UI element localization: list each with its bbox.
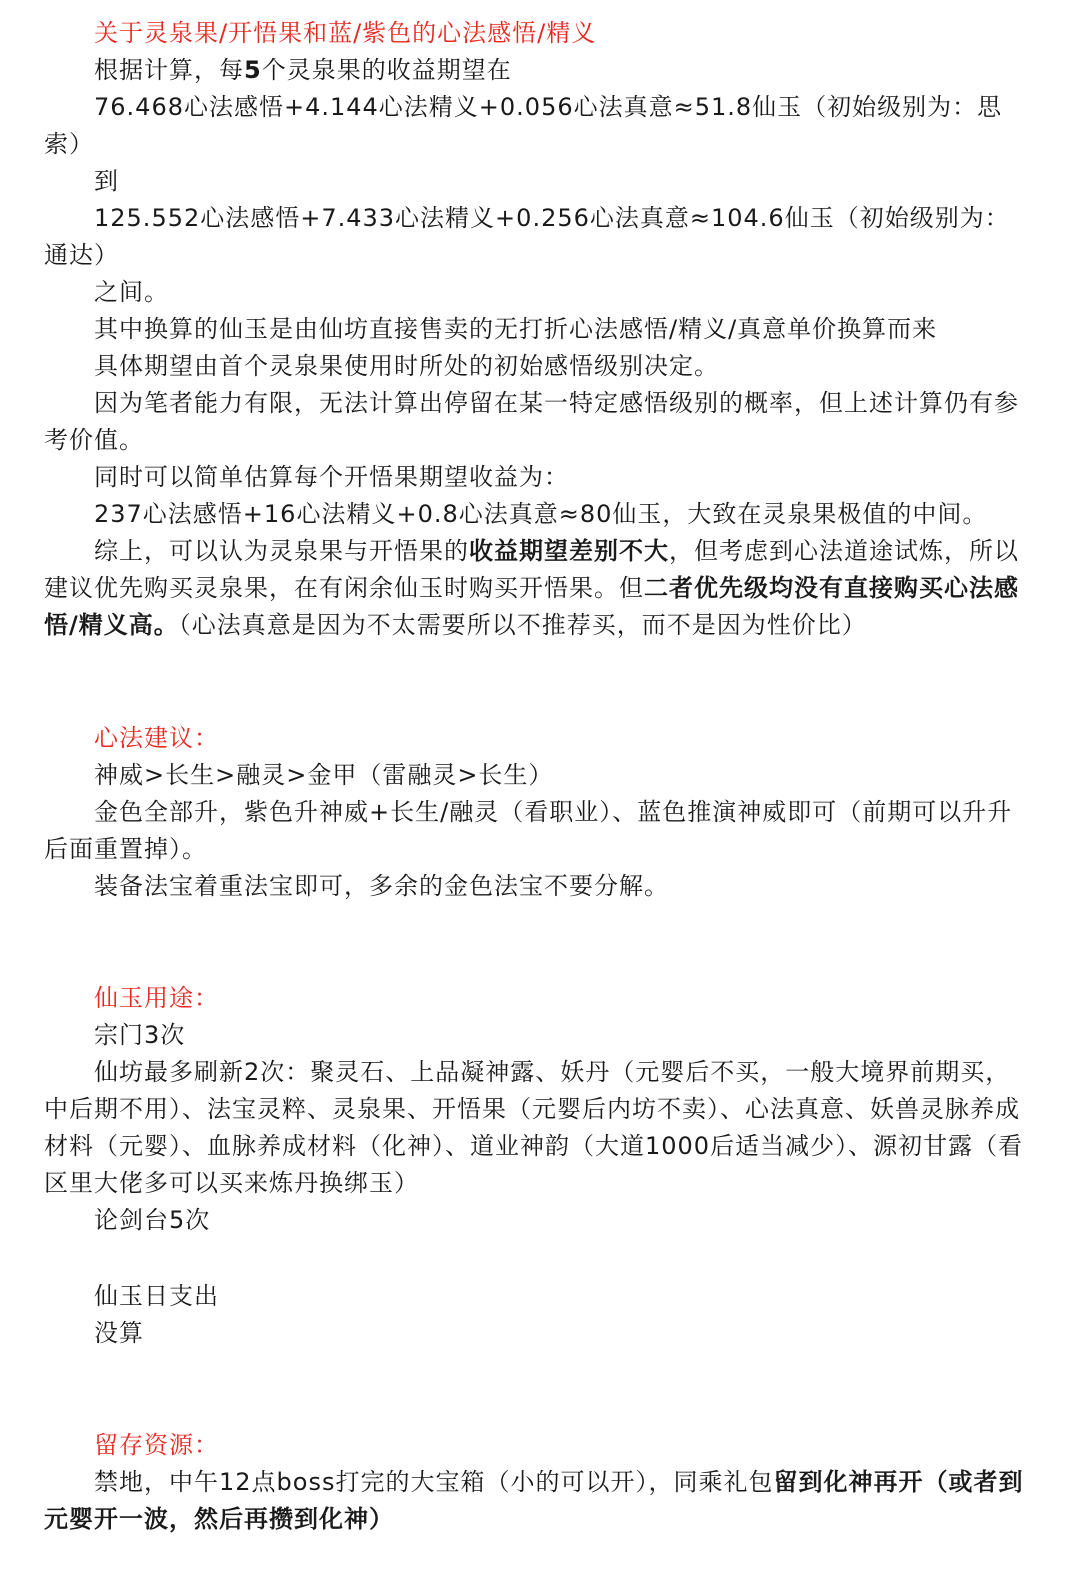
paragraph-to: 到 bbox=[94, 167, 119, 195]
text-span: 根据计算，每 bbox=[94, 56, 244, 84]
section-heading-xinfa: 心法建议： bbox=[94, 724, 219, 752]
bold-text: 收益期望差别不大 bbox=[469, 537, 669, 565]
paragraph-note-limit: 因为笔者能力有限，无法计算出停留在某一特定感悟级别的概率，但上述计算仍有参考价值。 bbox=[44, 389, 1019, 454]
paragraph-xinfa-order: 神威>长生>融灵>金甲（雷融灵>长生） bbox=[94, 761, 554, 789]
paragraph-calc-intro bbox=[44, 52, 1034, 89]
text-span: 综上，可以认为灵泉果与开悟果的 bbox=[94, 537, 469, 565]
section-heading-reserve: 留存资源： bbox=[94, 1431, 219, 1459]
paragraph-xianyu-sect: 宗门3次 bbox=[94, 1021, 186, 1049]
paragraph-reserve bbox=[44, 1464, 1034, 1538]
paragraph-xianyu-daily: 仙玉日支出 bbox=[94, 1282, 219, 1310]
paragraph-kaiwu-value: 237心法感悟+16心法精义+0.8心法真意≈80仙玉，大致在灵泉果极值的中间。 bbox=[94, 500, 988, 528]
paragraph-xinfa-upgrade: 金色全部升，紫色升神威+长生/融灵（看职业）、蓝色推演神威即可（前期可以升升后面重置掉）。 bbox=[44, 798, 1013, 863]
text-span: ，但考虑到心法道途试炼，所以建议优先购买灵泉果，在有闲余仙玉时购买开悟果。但 bbox=[44, 537, 1019, 602]
paragraph-note-kaiwu: 同时可以简单估算每个开悟果期望收益为： bbox=[94, 463, 569, 491]
bold-number: 5 bbox=[244, 56, 262, 84]
paragraph-range-low: 76.468心法感悟+4.144心法精义+0.056心法真意≈51.8仙玉（初始级别为：思索） bbox=[44, 93, 1003, 158]
paragraph-xianyu-notyet: 没算 bbox=[94, 1319, 144, 1347]
bold-text: 二者优先级均没有直接购买心法感悟/精义高。 bbox=[44, 574, 1019, 639]
paragraph-range-high: 125.552心法感悟+7.433心法精义+0.256心法真意≈104.6仙玉（初始级别为：通达） bbox=[44, 204, 1010, 269]
text-span: （心法真意是因为不太需要所以不推荐买，而不是因为性价比） bbox=[178, 611, 867, 639]
paragraph-xianyu-shop: 仙坊最多刷新2次：聚灵石、上品凝神露、妖丹（元婴后不买，一般大境界前期买，中后期不用）、法宝灵粹、灵泉果、开悟果（元婴后内坊不卖）、心法真意、妖兽灵脉养成材料（元婴）、血脉养成材料（化神）、道业神韵（大道1000后适当减少）、源初甘露（看区里大佬多可以买来炼丹换绑玉） bbox=[44, 1058, 1024, 1197]
paragraph-note-expectation: 具体期望由首个灵泉果使用时所处的初始感悟级别决定。 bbox=[94, 352, 719, 380]
text-span: 禁地，中午12点boss打完的大宝箱（小的可以开），同乘礼包 bbox=[94, 1468, 774, 1496]
paragraph-summary bbox=[44, 533, 1034, 644]
paragraph-note-conversion: 其中换算的仙玉是由仙坊直接售卖的无打折心法感悟/精义/真意单价换算而来 bbox=[94, 315, 938, 343]
section-heading-xianyu: 仙玉用途： bbox=[94, 984, 219, 1012]
section-heading-fruit: 关于灵泉果/开悟果和蓝/紫色的心法感悟/精义 bbox=[94, 19, 597, 47]
bold-text: 留到化神再开（或者到元婴开一波，然后再攒到化神） bbox=[44, 1468, 1024, 1533]
paragraph-between: 之间。 bbox=[94, 278, 169, 306]
paragraph-xianyu-arena: 论剑台5次 bbox=[94, 1206, 211, 1234]
text-span: 个灵泉果的收益期望在 bbox=[261, 56, 512, 84]
paragraph-xinfa-equip: 装备法宝着重法宝即可，多余的金色法宝不要分解。 bbox=[94, 872, 669, 900]
